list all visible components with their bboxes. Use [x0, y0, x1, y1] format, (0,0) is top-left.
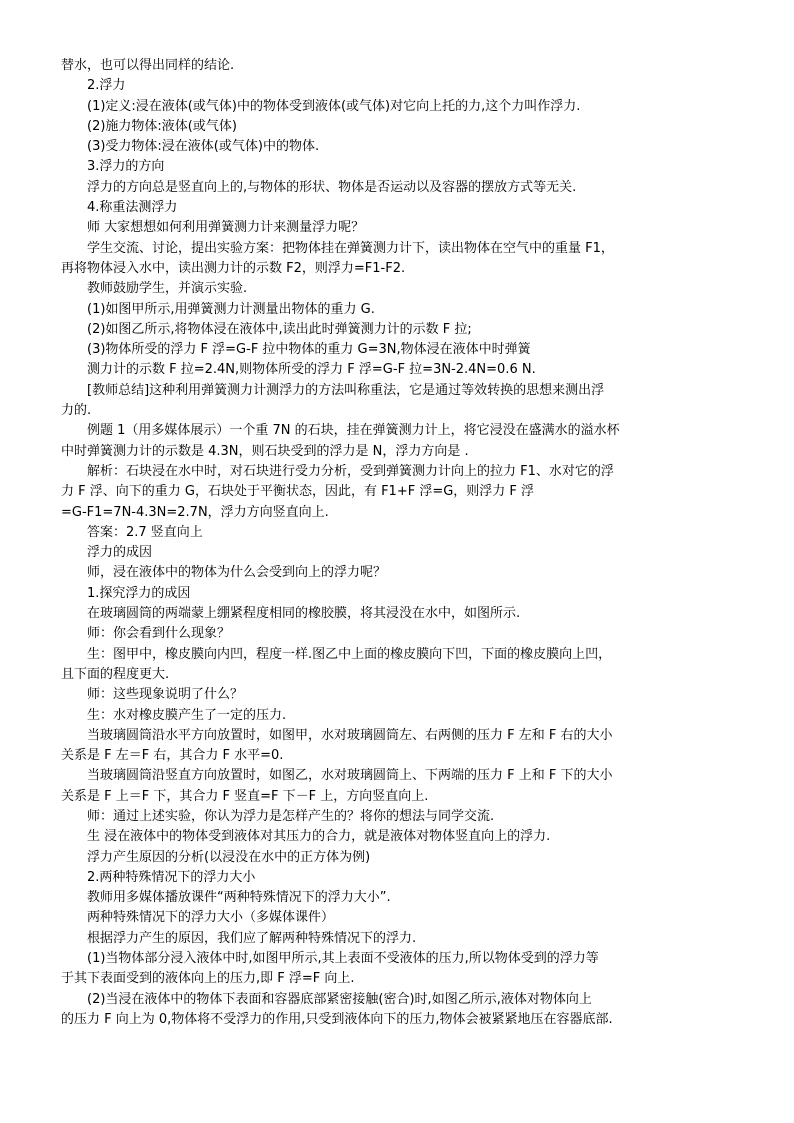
- text-line: 师，浸在液体中的物体为什么会受到向上的浮力呢？: [87, 565, 387, 581]
- text-line: 于其下表面受到的液体向上的压力,即 F 浮=F 向上.: [61, 971, 355, 987]
- text-line: (3)受力物体:浸在液体(或气体)中的物体.: [87, 139, 320, 155]
- text-line: 师：这些现象说明了什么？: [87, 687, 244, 703]
- text-line: 答案：2.7 竖直向上: [87, 524, 203, 540]
- text-line: 当玻璃圆筒沿竖直方向放置时，如图乙，水对玻璃圆筒上、下两端的压力 F 上和 F 下的大小: [87, 768, 613, 784]
- text-line: 师：通过上述实验，你认为浮力是怎样产生的？将你的想法与同学交流.: [87, 808, 495, 824]
- text-line: 且下面的程度更大.: [61, 666, 170, 682]
- text-line: 学生交流、讨论，提出实验方案：把物体挂在弹簧测力计下，读出物体在空气中的重量 F1，: [87, 240, 614, 256]
- text-line: (2)如图乙所示,将物体浸在液体中,读出此时弹簧测力计的示数 F 拉;: [87, 321, 472, 337]
- text-line: 关系是 F 左＝F 右，其合力 F 水平=0.: [61, 748, 284, 764]
- text-line: 教师用多媒体播放课件“两种特殊情况下的浮力大小”.: [87, 890, 391, 906]
- text-line: (3)物体所受的浮力 F 浮=G-F 拉中物体的重力 G=3N,物体浸在液体中时弹簧: [87, 342, 531, 358]
- text-line: 根据浮力产生的原因，我们应了解两种特殊情况下的浮力.: [87, 930, 417, 946]
- text-line: [教师总结]这种利用弹簧测力计测浮力的方法叫称重法，它是通过等效转换的思想来测出浮: [87, 382, 605, 398]
- text-line: 例题 1（用多媒体展示）一个重 7N 的石块，挂在弹簧测力计上，将它浸没在盛满水的溢水杯: [87, 423, 620, 439]
- text-line: 3.浮力的方向: [87, 159, 165, 175]
- text-line: 在玻璃圆筒的两端蒙上绷紧程度相同的橡胶膜，将其浸没在水中，如图所示.: [87, 606, 521, 622]
- text-line: 再将物体浸入水中，读出测力计的示数 F2，则浮力=F1-F2.: [61, 260, 406, 276]
- text-line: 浮力的方向总是竖直向上的,与物体的形状、物体是否运动以及容器的摆放方式等无关.: [87, 179, 577, 195]
- text-line: 2.两种特殊情况下的浮力大小: [87, 869, 256, 885]
- text-line: 生 浸在液体中的物体受到液体对其压力的合力，就是液体对物体竖直向上的浮力.: [87, 829, 551, 845]
- text-line: 4.称重法测浮力: [87, 200, 178, 216]
- text-line: 两种特殊情况下的浮力大小（多媒体课件）: [87, 910, 335, 926]
- text-line: 2.浮力: [87, 78, 126, 94]
- text-line: 解析：石块浸在水中时，对石块进行受力分析，受到弹簧测力计向上的拉力 F1、水对它的浮: [87, 463, 614, 479]
- text-line: 替水，也可以得出同样的结论.: [61, 58, 235, 73]
- text-line: 浮力产生原因的分析(以浸没在水中的正方体为例): [87, 849, 371, 865]
- text-line: 测力计的示数 F 拉=2.4N,则物体所受的浮力 F 浮=G-F 拉=3N-2.4N=0.6 N.: [87, 362, 536, 378]
- text-line: 力 F 浮、向下的重力 G，石块处于平衡状态，因此，有 F1+F 浮=G，则浮力 F 浮: [61, 484, 535, 500]
- text-line: 的压力 F 向上为 0,物体将不受浮力的作用,只受到液体向下的压力,物体会被紧紧地压在容器底部.: [61, 1011, 613, 1027]
- text-line: 师：你会看到什么现象？: [87, 626, 231, 642]
- text-line: (1)当物体部分浸入液体中时,如图甲所示,其上表面不受液体的压力,所以物体受到的浮力等: [87, 951, 599, 967]
- text-line: 力的.: [61, 403, 92, 419]
- text-line: 中时弹簧测力计的示数是 4.3N，则石块受到的浮力是 N，浮力方向是 .: [61, 443, 469, 459]
- text-line: (2)当浸在液体中的物体下表面和容器底部紧密接触(密合)时,如图乙所示,液体对物体向上: [87, 991, 592, 1007]
- text-line: 生：图甲中，橡皮膜向内凹，程度一样.图乙中上面的橡皮膜向下凹，下面的橡皮膜向上凹，: [87, 646, 612, 662]
- text-line: (1)如图甲所示,用弹簧测力计测量出物体的重力 G.: [87, 301, 375, 317]
- text-line: 当玻璃圆筒沿水平方向放置时，如图甲，水对玻璃圆筒左、右两侧的压力 F 左和 F 右的大小: [87, 727, 613, 743]
- text-line: 师 大家想想如何利用弹簧测力计来测量浮力呢？: [87, 220, 365, 236]
- text-line: (1)定义:浸在液体(或气体)中的物体受到液体(或气体)对它向上托的力,这个力叫作浮力.: [87, 98, 581, 114]
- text-line: (2)施力物体:液体(或气体): [87, 118, 237, 134]
- text-line: 生：水对橡皮膜产生了一定的压力.: [87, 707, 287, 723]
- text-line: =G-F1=7N-4.3N=2.7N，浮力方向竖直向上.: [61, 504, 329, 520]
- text-line: 1.探究浮力的成因: [87, 585, 191, 601]
- text-line: 浮力的成因: [87, 545, 153, 561]
- text-line: 教师鼓励学生，并演示实验.: [87, 281, 248, 297]
- document-page: [61, 56, 741, 1030]
- text-line: 关系是 F 上＝F 下，其合力 F 竖直=F 下－F 上，方向竖直向上.: [61, 788, 429, 804]
